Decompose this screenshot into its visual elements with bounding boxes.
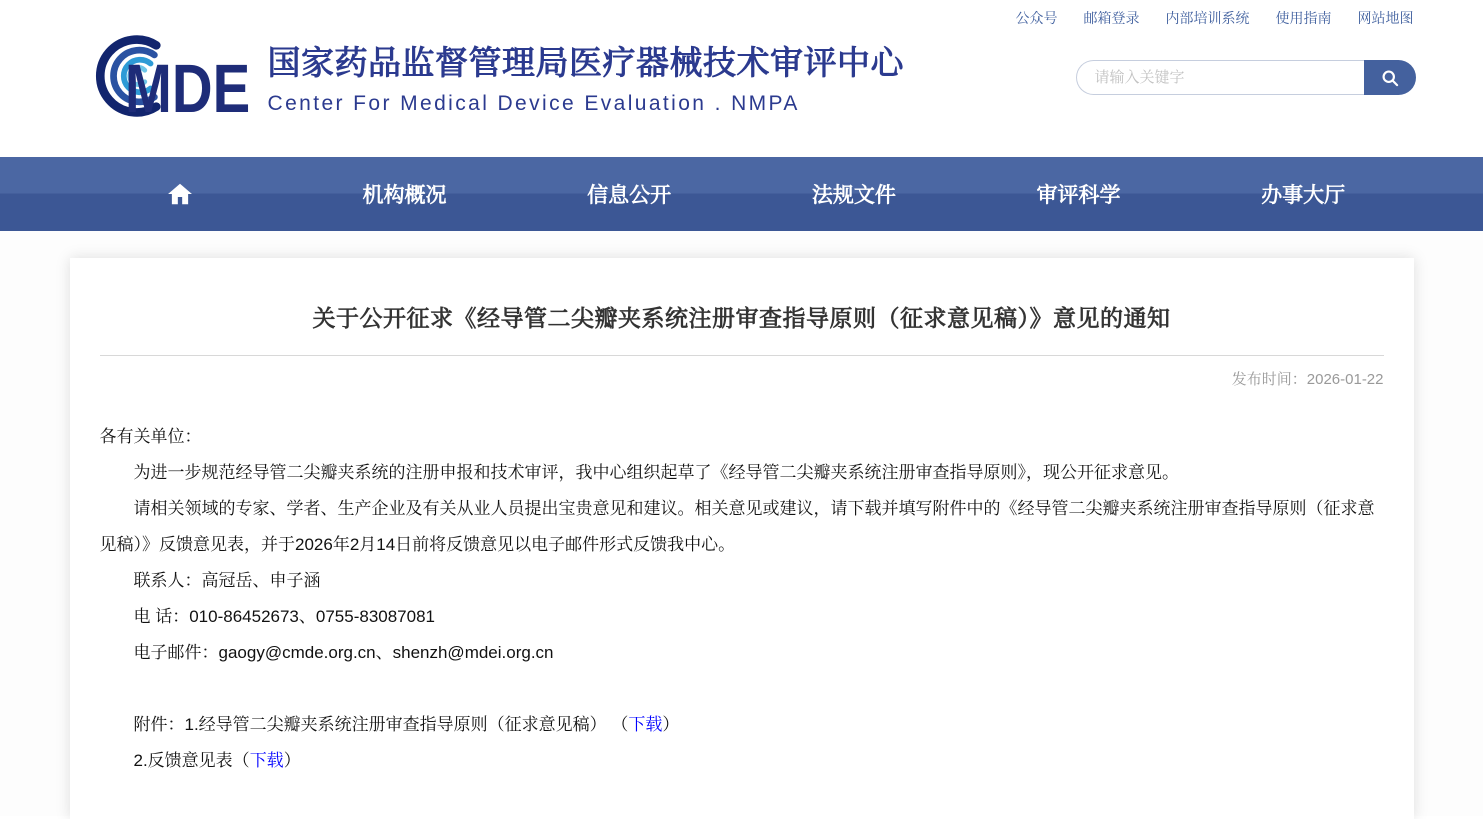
main-navbar: [0, 157, 1483, 231]
site-logo[interactable]: [72, 28, 905, 124]
nav-info-disclosure[interactable]: 信息公开: [587, 184, 672, 207]
contact-name: 联系人：高冠岳、申子涵: [133, 571, 321, 590]
page-body: [0, 231, 1483, 816]
attachment-item: [100, 707, 1384, 743]
nav-regulations[interactable]: 法规文件: [811, 184, 896, 207]
search-icon: [1380, 68, 1400, 88]
site-header: [0, 0, 1483, 157]
publish-time-value: 2026-01-22: [1306, 371, 1384, 388]
brand-title-en: Center For Medical Device Evaluation . NMPA: [267, 91, 800, 115]
contact-phone: 电 话：010-86452673、0755-83087081: [133, 607, 436, 626]
publish-time: [100, 368, 1384, 389]
salutation: 各有关单位：: [99, 427, 202, 446]
link-mail-login[interactable]: 邮箱登录: [1083, 10, 1140, 26]
attachment-2-download-link[interactable]: 下载: [249, 751, 284, 770]
attachment-item: [100, 743, 1384, 779]
publish-time-label: 发布时间：: [1231, 371, 1307, 388]
cmde-logo-icon: [72, 28, 254, 124]
paragraph-2: 请相关领域的专家、学者、生产企业及有关从业人员提出宝贵意见和建议。相关意见或建议，请下载并填写附件中的《经导管二尖瓣夹系统注册审查指导原则（征求意见稿）》反馈意见表，并于2026年2月14日前将反馈意见以电子邮件形式反馈我中心。: [99, 499, 1375, 554]
link-internal-training[interactable]: 内部培训系统: [1165, 10, 1250, 26]
title-divider: [100, 355, 1384, 356]
utility-links: [1016, 8, 1414, 28]
contact-email: 电子邮件：gaogy@cmde.org.cn、shenzh@mdei.org.cn: [133, 643, 554, 662]
site-search: [1076, 60, 1416, 95]
attachment-1-close: ）: [662, 715, 680, 734]
link-user-guide[interactable]: 使用指南: [1275, 10, 1332, 26]
brand-text: [268, 37, 905, 116]
home-icon: [167, 181, 193, 207]
link-wechat-account[interactable]: 公众号: [1015, 10, 1058, 26]
attachment-2-close: ）: [283, 751, 301, 770]
page-title: 关于公开征求《经导管二尖瓣夹系统注册审查指导原则（征求意见稿）》意见的通知: [312, 305, 1171, 331]
link-sitemap[interactable]: 网站地图: [1357, 10, 1414, 26]
nav-review-science[interactable]: 审评科学: [1036, 184, 1121, 207]
nav-service-hall[interactable]: 办事大厅: [1261, 184, 1346, 207]
paragraph-1: 为进一步规范经导管二尖瓣夹系统的注册申报和技术审评，我中心组织起草了《经导管二尖瓣夹系统注册审查指导原则》，现公开征求意见。: [133, 463, 1179, 482]
attachment-2-text: 2.反馈意见表（: [133, 751, 250, 770]
svg-text:MDE: MDE: [124, 50, 250, 124]
search-button[interactable]: [1364, 60, 1416, 95]
search-input[interactable]: [1076, 60, 1364, 95]
nav-home[interactable]: [68, 157, 293, 231]
nav-about[interactable]: 机构概况: [362, 184, 447, 207]
notice-card: [70, 258, 1414, 819]
attachment-1-download-link[interactable]: 下载: [628, 715, 663, 734]
attachment-1-text: 附件：1.经导管二尖瓣夹系统注册审查指导原则（征求意见稿） （: [133, 715, 629, 734]
article-body: [100, 419, 1384, 779]
brand-title-cn: 国家药品监督管理局医疗器械技术审评中心: [267, 43, 904, 81]
attachments: [100, 707, 1384, 779]
